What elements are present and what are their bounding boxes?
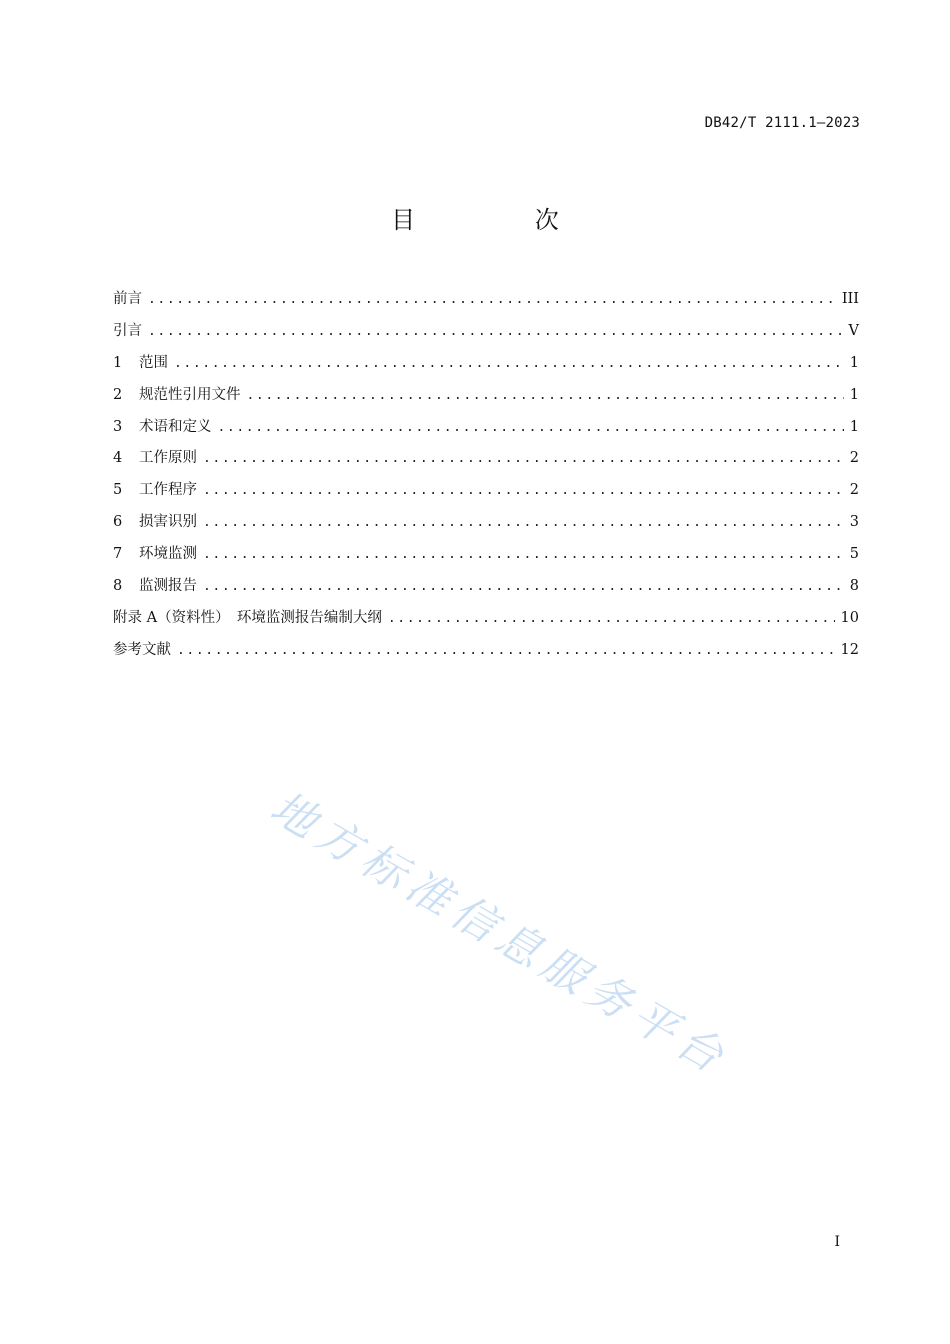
toc-entry-number: 5 [113,482,123,499]
toc-entry-label [113,443,197,475]
toc-entry-environmental-monitoring[interactable] [113,539,859,571]
toc-entry-working-procedure[interactable] [113,475,859,507]
toc-entry-number: 4 [113,450,123,467]
toc-entry-page: 12 [840,641,859,658]
toc-leader-dots [203,539,844,571]
toc-entry-page: 2 [849,482,859,499]
toc-entry-label [113,571,197,603]
toc-entry-number: 8 [113,578,123,595]
toc-entry-text: 监测报告 [139,578,197,595]
toc-entry-number: 7 [113,546,123,563]
toc-entry-label [113,539,197,571]
toc-entry-label: 附录 A（资料性） 环境监测报告编制大纲 [113,609,382,626]
toc-entry-normative-references[interactable] [113,380,859,412]
document-id: DB42/T 2111.1—2023 [704,115,860,131]
toc-entry-text: 范围 [139,354,168,371]
toc-entry-page: 2 [849,450,859,467]
toc-leader-dots [177,635,835,667]
toc-entry-text: 工作程序 [139,482,197,499]
toc-entry-working-principles[interactable] [113,443,859,475]
toc-leader-dots [174,348,844,380]
toc-entry-page: 10 [840,609,859,626]
toc-leader-dots [203,571,844,603]
toc-entry-text: 工作原则 [139,450,197,467]
toc-entry-page: 5 [849,546,859,563]
toc-leader-dots [203,475,844,507]
toc-entry-page: V [848,322,859,339]
toc-entry-appendix-a[interactable] [113,603,859,635]
toc-leader-dots [203,443,844,475]
toc-entry-text: 环境监测 [139,546,197,563]
toc-entry-label [113,380,241,412]
toc-entry-text: 规范性引用文件 [139,386,241,403]
toc-leader-dots [247,380,844,412]
toc-entry-foreword[interactable] [113,284,859,316]
toc-entry-scope[interactable] [113,348,859,380]
toc-entry-text: 术语和定义 [139,418,212,435]
toc-leader-dots [388,603,835,635]
toc-title: 目 次 [391,206,615,234]
toc-entry-label [113,507,197,539]
toc-entry-label: 前言 [113,291,142,307]
toc-leader-dots [148,316,843,348]
toc-entry-terms-definitions[interactable] [113,412,859,444]
toc-entry-text: 损害识别 [139,514,197,531]
toc-entry-damage-identification[interactable] [113,507,859,539]
toc-entry-page: 1 [849,418,859,435]
page-number: I [834,1234,840,1250]
toc-leader-dots [218,412,844,444]
toc-entry-label [113,412,212,444]
toc-entry-label: 参考文献 [113,641,171,658]
toc-entry-number: 6 [113,514,123,531]
toc-entry-page: III [841,291,859,307]
toc-entry-number: 3 [113,418,123,435]
toc-entry-label [113,475,197,507]
toc-entry-bibliography[interactable] [113,635,859,667]
toc-leader-dots [203,507,844,539]
toc-entry-number: 1 [113,354,123,371]
toc-entry-page: 3 [849,514,859,531]
toc-entry-label: 引言 [113,322,142,339]
toc-entry-page: 1 [849,386,859,403]
toc-entry-monitoring-report[interactable] [113,571,859,603]
toc-leader-dots [148,284,836,316]
toc-entry-number: 2 [113,386,123,403]
toc-entry-page: 8 [849,578,859,595]
toc-entry-label [113,348,168,380]
toc-entry-page: 1 [849,354,859,371]
toc-entry-introduction[interactable] [113,316,859,348]
table-of-contents [113,284,859,667]
watermark: 地方标准信息服务平台 [261,781,738,1086]
